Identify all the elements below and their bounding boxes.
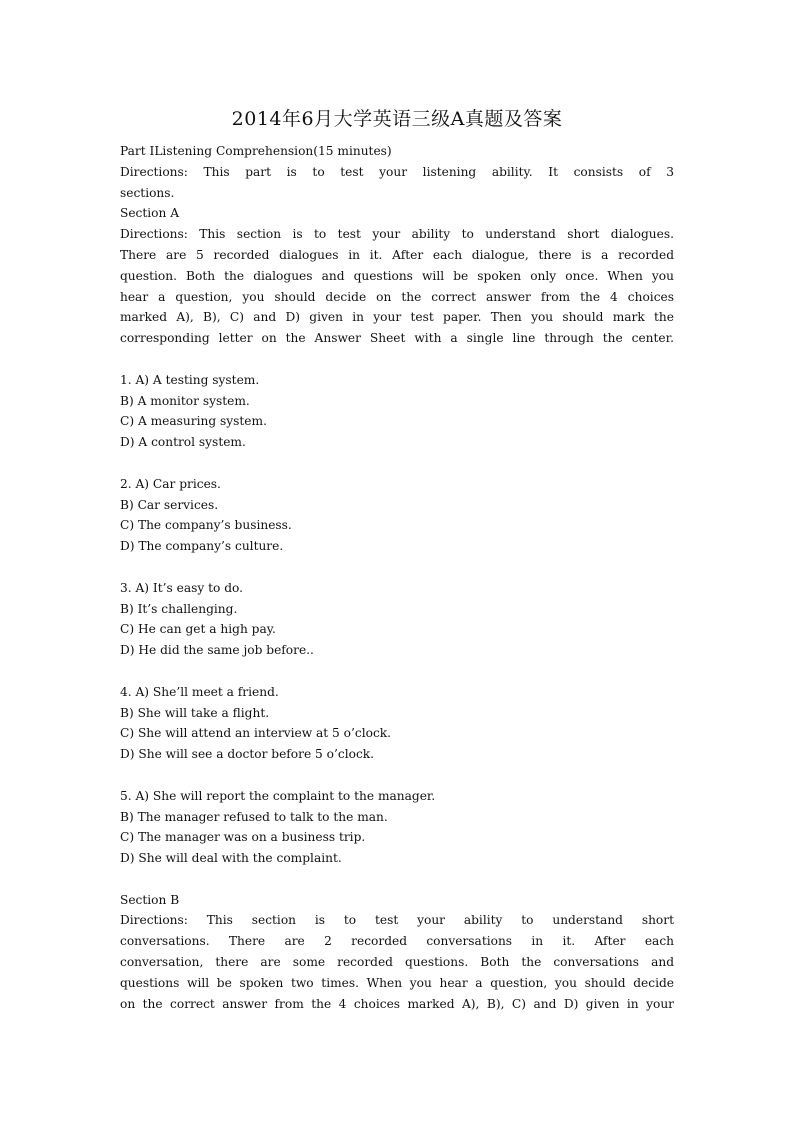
section-a-directions-line: question. Both the dialogues and questions will be spoken only once. When you	[120, 268, 674, 283]
section-a-directions	[120, 224, 674, 349]
question-option: D) The company’s culture.	[120, 539, 284, 554]
section-a-directions-line: Directions: This section is to test your ability to understand short dialogues.	[120, 227, 674, 242]
question-option: B) A monitor system.	[120, 393, 250, 408]
question-3	[120, 578, 674, 661]
section-b-directions	[120, 910, 674, 1014]
question-4	[120, 682, 674, 765]
question-option: D) A control system.	[120, 435, 246, 450]
question-option: C) A measuring system.	[120, 414, 267, 429]
document-title: 2014年6月大学英语三级A真题及答案	[231, 108, 563, 130]
spacer	[120, 869, 674, 890]
section-b-directions-line: on the correct answer from the 4 choices marked A), B), C) and D) given in your	[120, 996, 674, 1011]
question-option: 1. A) A testing system.	[120, 372, 260, 387]
question-option: C) The company’s business.	[120, 518, 292, 533]
section-b-directions-line: Directions: This section is to test your ability to understand short	[120, 913, 674, 928]
question-option: B) Car services.	[120, 497, 219, 512]
section-a-directions-line: There are 5 recorded dialogues in it. After each dialogue, there is a recorded	[120, 247, 674, 262]
question-option: C) The manager was on a business trip.	[120, 830, 366, 845]
question-option: C) She will attend an interview at 5 o’clock.	[120, 726, 392, 741]
spacer	[120, 765, 674, 786]
question-option: D) She will see a doctor before 5 o’clock.	[120, 747, 375, 762]
question-option: B) She will take a flight.	[120, 705, 270, 720]
question-5	[120, 786, 674, 869]
section-b-directions-line: conversations. There are 2 recorded conversations in it. After each	[120, 934, 674, 949]
question-option: 4. A) She’ll meet a friend.	[120, 684, 279, 699]
question-option: B) It’s challenging.	[120, 601, 238, 616]
section-a-directions-line: hear a question, you should decide on the correct answer from the 4 choices	[120, 289, 674, 304]
section-a-directions-line: corresponding letter on the Answer Sheet with a single line through the center.	[120, 331, 674, 346]
question-option: 5. A) She will report the complaint to the manager.	[120, 788, 436, 803]
section-b-heading: Section B	[120, 892, 180, 907]
section-a-directions-line: marked A), B), C) and D) given in your test paper. Then you should mark the	[120, 310, 674, 325]
part1-heading: Part ⅠListening Comprehension(15 minutes)	[120, 144, 392, 158]
section-b-directions-line: conversation, there are some recorded questions. Both the conversations and	[120, 955, 674, 970]
question-option: 2. A) Car prices.	[120, 476, 221, 491]
spacer	[120, 557, 674, 578]
section-a-heading: Section A	[120, 206, 180, 221]
question-option: D) He did the same job before..	[120, 643, 314, 658]
document-body	[120, 141, 674, 1014]
question-option: D) She will deal with the complaint.	[120, 851, 342, 866]
spacer	[120, 453, 674, 474]
directions-main-line-2: sections.	[120, 185, 175, 200]
section-b-directions-line: questions will be spoken two times. When you hear a question, you should decide	[120, 975, 674, 990]
question-option: C) He can get a high pay.	[120, 622, 276, 637]
question-option: B) The manager refused to talk to the man.	[120, 809, 388, 824]
question-option: 3. A) It’s easy to do.	[120, 580, 244, 595]
spacer	[120, 349, 674, 370]
directions-main-line-1: Directions: This part is to test your listening ability. It consists of 3	[120, 164, 674, 179]
question-1	[120, 370, 674, 453]
question-2	[120, 474, 674, 557]
spacer	[120, 661, 674, 682]
